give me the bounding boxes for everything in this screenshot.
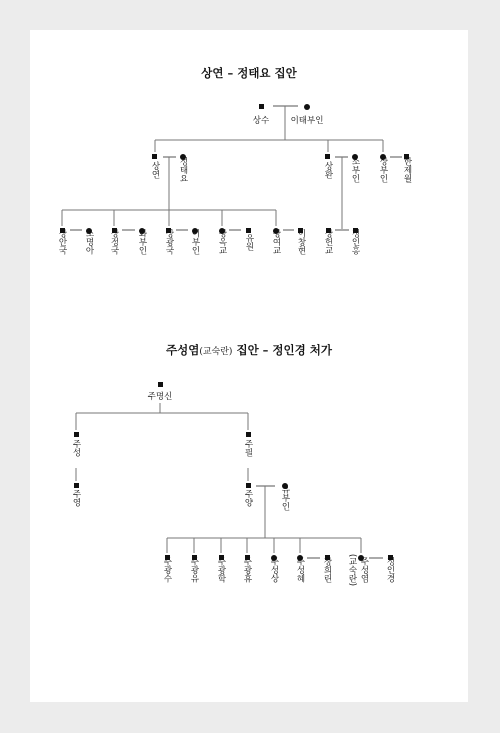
male-marker: [246, 432, 251, 437]
diagram-title: 상연 – 정태요 집안: [201, 66, 297, 80]
person-name: 상안국: [57, 229, 67, 255]
person-name: 주명신: [147, 392, 173, 402]
person-name: 상부인: [378, 157, 388, 183]
male-marker: [246, 483, 251, 488]
person-name: 이태부인: [290, 116, 324, 126]
person-name: 소부인: [350, 157, 360, 183]
person-name: 주양: [243, 489, 253, 507]
person-name: 상광국: [164, 229, 174, 255]
person-name: 주광휴: [242, 557, 252, 583]
person-name: 주광수: [162, 557, 172, 583]
person-name: 유부인: [280, 485, 290, 511]
person-name: 유원: [244, 233, 254, 251]
person-name: 정인경: [385, 557, 395, 583]
person-name: 이부인: [190, 229, 200, 255]
person-name: 소명아: [84, 229, 94, 255]
person-name: 상여교: [271, 229, 281, 255]
person-name: 주성상: [269, 557, 279, 583]
person-name: 장희린: [322, 557, 332, 583]
person-name: 상수: [252, 116, 270, 126]
person-name: 이창현: [296, 229, 306, 255]
family-tree-ju: [71, 343, 395, 586]
person-name: 정인홍: [350, 229, 360, 255]
female-marker: [304, 104, 310, 110]
person-name: 주영: [71, 489, 81, 507]
person-name: 상연: [150, 161, 160, 179]
person-name-alias: (교숙란): [347, 553, 357, 587]
male-marker: [74, 483, 79, 488]
person-name: 주광유: [189, 557, 199, 583]
male-marker: [246, 228, 251, 233]
person-name: 한제월: [402, 157, 412, 183]
person-name: 주성혜: [295, 557, 305, 583]
person-name: 상옥교: [217, 229, 227, 255]
male-marker: [152, 154, 157, 159]
book-page: [30, 30, 468, 702]
person-name: 상정국: [109, 229, 119, 255]
male-marker: [158, 382, 163, 387]
diagram-title: 주성염(교숙란) 집안 – 정인경 처가: [166, 343, 332, 357]
person-name: 주성염: [359, 557, 369, 583]
person-name: 상환: [323, 161, 333, 179]
person-name: 주성: [71, 439, 81, 457]
person-name: 주필: [243, 439, 253, 457]
male-marker: [325, 154, 330, 159]
male-marker: [74, 432, 79, 437]
family-tree-sang: [57, 66, 412, 256]
person-name: 상헌교: [323, 229, 333, 255]
person-name: 정태요: [178, 157, 188, 183]
person-name: 주광학: [216, 557, 226, 583]
genealogy-diagrams: [30, 30, 468, 702]
person-name: 화부인: [137, 229, 147, 255]
male-marker: [259, 104, 264, 109]
